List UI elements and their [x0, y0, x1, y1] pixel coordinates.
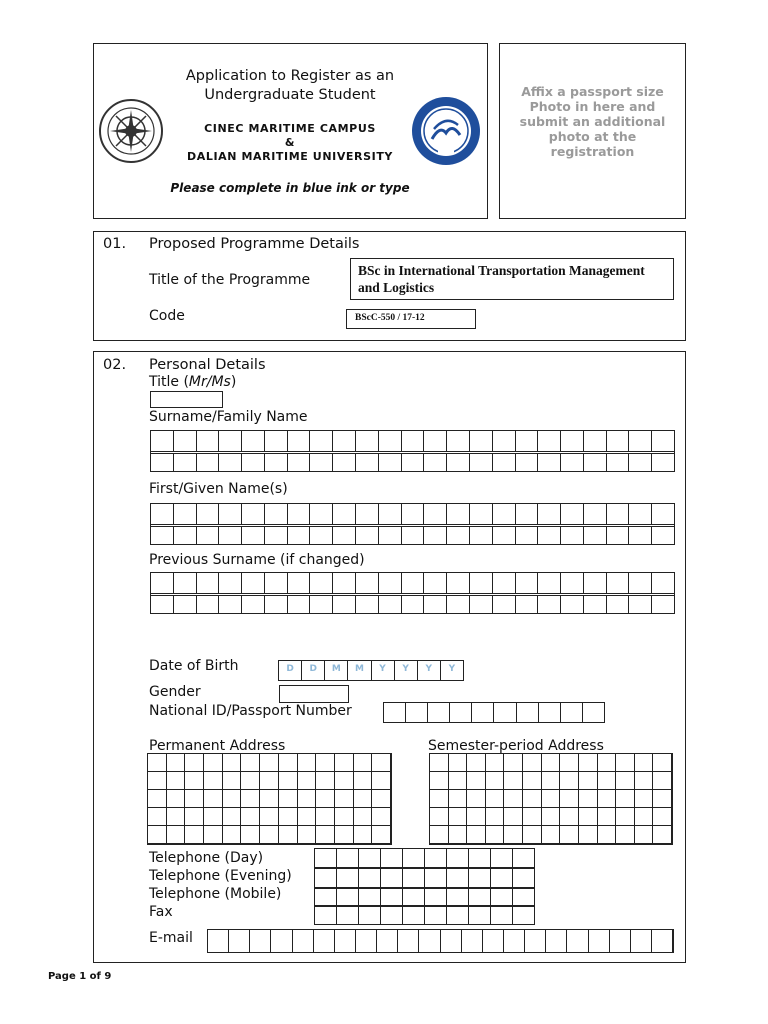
dob-year-1[interactable]: Y [371, 661, 394, 680]
cinec-logo-icon [98, 98, 164, 164]
nid-label: National ID/Passport Number [149, 703, 352, 719]
instruction-note: Please complete in blue ink or type [170, 181, 410, 195]
programme-value: BSc in International Transportation Management and Logistics [358, 263, 645, 295]
dob-month-2[interactable]: M [347, 661, 370, 680]
fax-label: Fax [149, 904, 173, 920]
title-label-options: Mr/Ms [188, 374, 231, 390]
form-title-line2: Undergraduate Student [204, 87, 376, 103]
programme-label: Title of the Programme [149, 272, 311, 288]
given-name-input-grid[interactable] [150, 503, 675, 545]
tel-day-input-grid[interactable] [314, 848, 535, 868]
section1-number: 01. [103, 236, 127, 252]
given-name-label: First/Given Name(s) [149, 481, 288, 497]
email-label: E-mail [149, 930, 193, 946]
email-input-grid[interactable] [207, 929, 674, 953]
nid-input-grid[interactable] [383, 702, 605, 723]
title-label [149, 374, 236, 390]
tel-evening-input-grid[interactable] [314, 868, 535, 888]
dob-month-1[interactable]: M [324, 661, 347, 680]
institution-name-1: CINEC MARITIME CAMPUS [204, 122, 376, 135]
surname-label: Surname/Family Name [149, 409, 308, 425]
permanent-address-grid[interactable] [147, 753, 392, 845]
tel-evening-label: Telephone (Evening) [149, 868, 292, 884]
gender-input[interactable] [279, 685, 349, 703]
semester-address-label: Semester-period Address [428, 738, 604, 754]
section1-title: Proposed Programme Details [149, 236, 360, 252]
title-label-text: Title ( [149, 374, 189, 390]
dob-year-3[interactable]: Y [417, 661, 440, 680]
dob-day-1[interactable]: D [286, 664, 294, 674]
title-label-close: ) [230, 374, 237, 390]
surname-input-grid[interactable] [150, 430, 675, 472]
dob-label: Date of Birth [149, 658, 239, 674]
dob-input-grid[interactable] [278, 660, 464, 681]
code-label: Code [149, 308, 185, 324]
dob-year-2[interactable]: Y [394, 661, 417, 680]
fax-input-grid[interactable] [314, 906, 535, 925]
code-field[interactable] [346, 309, 476, 329]
section2-number: 02. [103, 357, 127, 373]
dob-year-4[interactable]: Y [440, 661, 463, 680]
section2-title: Personal Details [149, 357, 266, 373]
title-input[interactable] [150, 391, 223, 408]
institution-ampersand: & [284, 136, 296, 149]
form-title-line1: Application to Register as an [185, 68, 395, 84]
previous-surname-input-grid[interactable] [150, 572, 675, 614]
tel-mobile-label: Telephone (Mobile) [149, 886, 282, 902]
dalian-logo-icon [410, 95, 482, 167]
code-value: BScC-550 / 17-12 [355, 313, 425, 323]
form-title [140, 67, 440, 105]
programme-field[interactable] [350, 258, 674, 300]
institution-name-2: DALIAN MARITIME UNIVERSITY [186, 150, 394, 163]
previous-surname-label: Previous Surname (if changed) [149, 552, 365, 568]
semester-address-grid[interactable] [429, 753, 673, 845]
dob-day-2[interactable]: D [301, 661, 324, 680]
photo-instruction: Affix a passport size Photo in here and submit an additional photo at the registration [519, 84, 666, 159]
page-number: Page 1 of 9 [48, 971, 112, 982]
permanent-address-label: Permanent Address [149, 738, 286, 754]
tel-mobile-input-grid[interactable] [314, 888, 535, 906]
tel-day-label: Telephone (Day) [149, 850, 264, 866]
gender-label: Gender [149, 684, 201, 700]
